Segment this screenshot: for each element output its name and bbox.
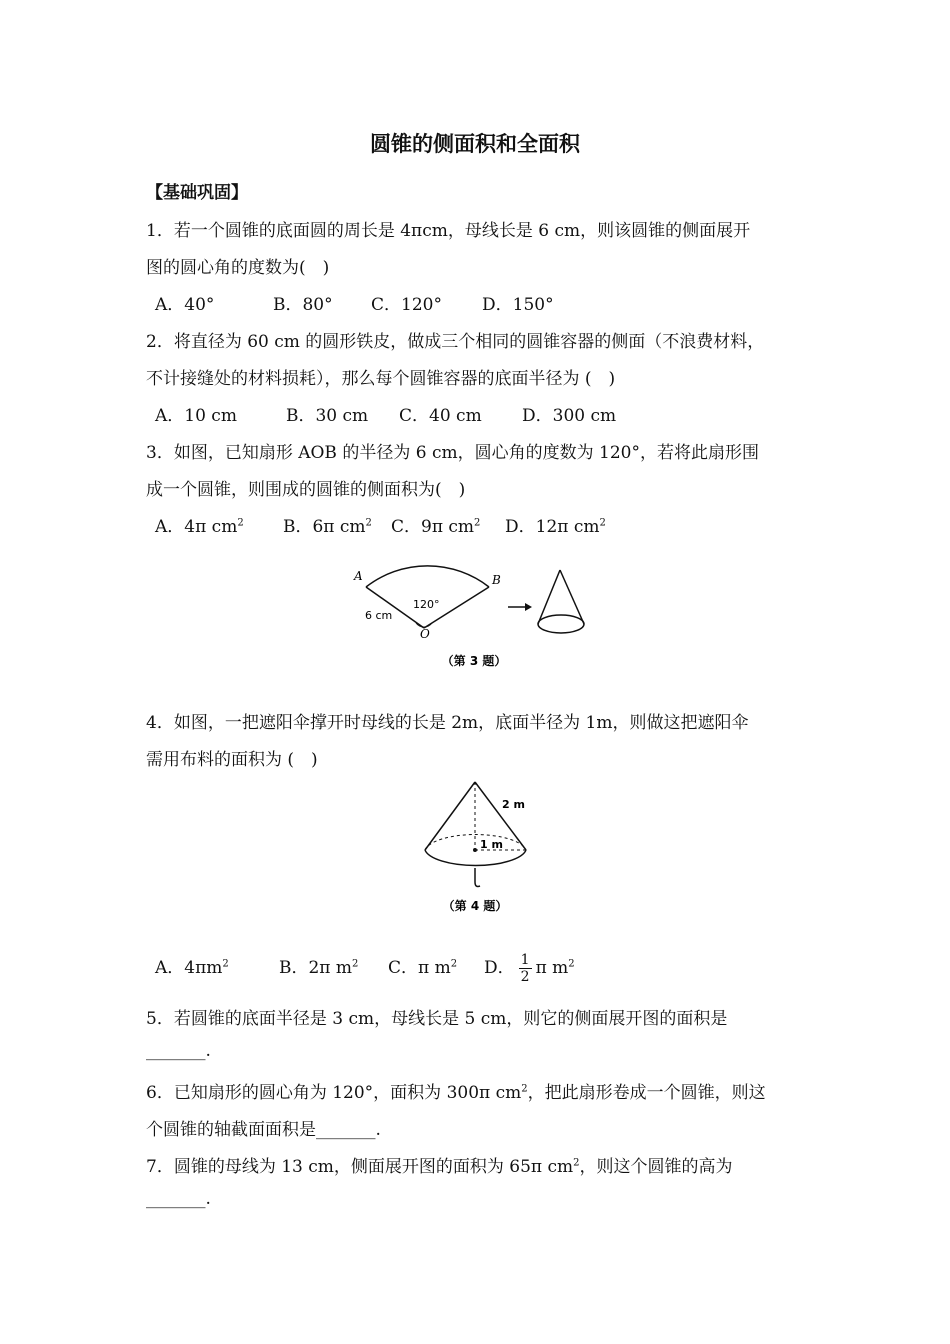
umbrella-figure bbox=[420, 778, 540, 918]
q7-line1: 7．圆锥的母线为 13 cm，侧面展开图的面积为 65π $cm^2$，则这个圆锥的高为 bbox=[146, 1157, 733, 1177]
q1-option-c: C．120° bbox=[371, 295, 442, 315]
q5-line2: _______. bbox=[146, 1041, 211, 1061]
figure4-caption: （第 4 题） bbox=[442, 899, 508, 913]
section-heading: 【基础巩固】 bbox=[146, 183, 248, 203]
q4-line2: 需用布料的面积为 ( ) bbox=[146, 750, 318, 770]
q2-line2: 不计接缝处的材料损耗），那么每个圆锥容器的底面半径为 ( ) bbox=[146, 369, 616, 389]
label-slant: 2 m bbox=[502, 798, 525, 811]
q2-option-c: C．40 cm bbox=[399, 406, 482, 426]
q4-line1: 4．如图，一把遮阳伞撑开时母线的长是 2m，底面半径为 1m，则做这把遮阳伞 bbox=[146, 713, 749, 733]
sector-cone-figure bbox=[340, 540, 610, 675]
label-radius-1m: 1 m bbox=[480, 838, 503, 851]
umbrella-edge-left bbox=[425, 782, 475, 850]
q3-line2: 成一个圆锥，则围成的圆锥的侧面积为( ) bbox=[146, 480, 466, 500]
q1-option-b: B．80° bbox=[273, 295, 333, 315]
label-b: B bbox=[492, 573, 501, 587]
figure3-caption: （第 3 题） bbox=[441, 654, 507, 668]
q2-line1: 2．将直径为 60 cm 的圆形铁皮，做成三个相同的圆锥容器的侧面（不浪费材料， bbox=[146, 332, 765, 352]
label-o: O bbox=[420, 627, 430, 641]
q4-options bbox=[155, 950, 575, 986]
q3-option-b: B．6π $cm^2$ bbox=[283, 517, 372, 537]
q4-option-b: B．2π $m^2$ bbox=[279, 958, 359, 978]
q1-option-a: A．40° bbox=[155, 295, 215, 315]
q4-option-d: D． $\frac{1}{2}$ π $m^2$ bbox=[484, 952, 575, 985]
cone-base bbox=[538, 615, 584, 633]
label-radius: 6 cm bbox=[365, 609, 393, 622]
q1-option-d: D．150° bbox=[482, 295, 554, 315]
sector-arc bbox=[366, 566, 489, 587]
umbrella-center bbox=[473, 848, 477, 852]
q6-line1: 6．已知扇形的圆心角为 120°，面积为 300π $cm^2$，把此扇形卷成一个圆锥，则这 bbox=[146, 1083, 766, 1103]
q5-line1: 5．若圆锥的底面半径是 3 cm，母线长是 5 cm，则它的侧面展开图的面积是 bbox=[146, 1009, 728, 1029]
fraction-half: $\frac{1}{2}$ bbox=[520, 952, 530, 985]
q3-option-c: C．9π $cm^2$ bbox=[391, 517, 481, 537]
q3-option-a: A．4π $cm^2$ bbox=[155, 517, 244, 537]
q2-options bbox=[155, 401, 616, 426]
q2-option-b: B．30 cm bbox=[286, 406, 369, 426]
q3-options bbox=[155, 512, 606, 537]
q4-option-a: A．$4\pi m^2$ bbox=[155, 958, 229, 978]
page-title: 圆锥的侧面积和全面积 bbox=[370, 132, 580, 156]
q1-options bbox=[155, 290, 554, 315]
arrow-head bbox=[525, 603, 532, 611]
q6-line2: 个圆锥的轴截面面积是_______. bbox=[146, 1120, 381, 1140]
q1-line2: 图的圆心角的度数为( ) bbox=[146, 258, 330, 278]
q3-option-d: D．12π $cm^2$ bbox=[505, 517, 606, 537]
q2-option-a: A．10 cm bbox=[155, 406, 237, 426]
label-a: A bbox=[354, 569, 363, 583]
label-angle: 120° bbox=[413, 598, 440, 611]
umbrella-base-front bbox=[425, 850, 526, 865]
q4-option-c: C．π $m^2$ bbox=[388, 958, 458, 978]
q1-line1: 1．若一个圆锥的底面圆的周长是 4πcm，母线长是 6 cm，则该圆锥的侧面展开 bbox=[146, 221, 751, 241]
q7-line2: _______. bbox=[146, 1189, 211, 1209]
q3-line1: 3．如图，已知扇形 AOB 的半径为 6 cm，圆心角的度数为 120°，若将此扇形围 bbox=[146, 443, 759, 463]
umbrella-hook bbox=[475, 882, 480, 887]
q2-option-d: D．300 cm bbox=[522, 406, 617, 426]
